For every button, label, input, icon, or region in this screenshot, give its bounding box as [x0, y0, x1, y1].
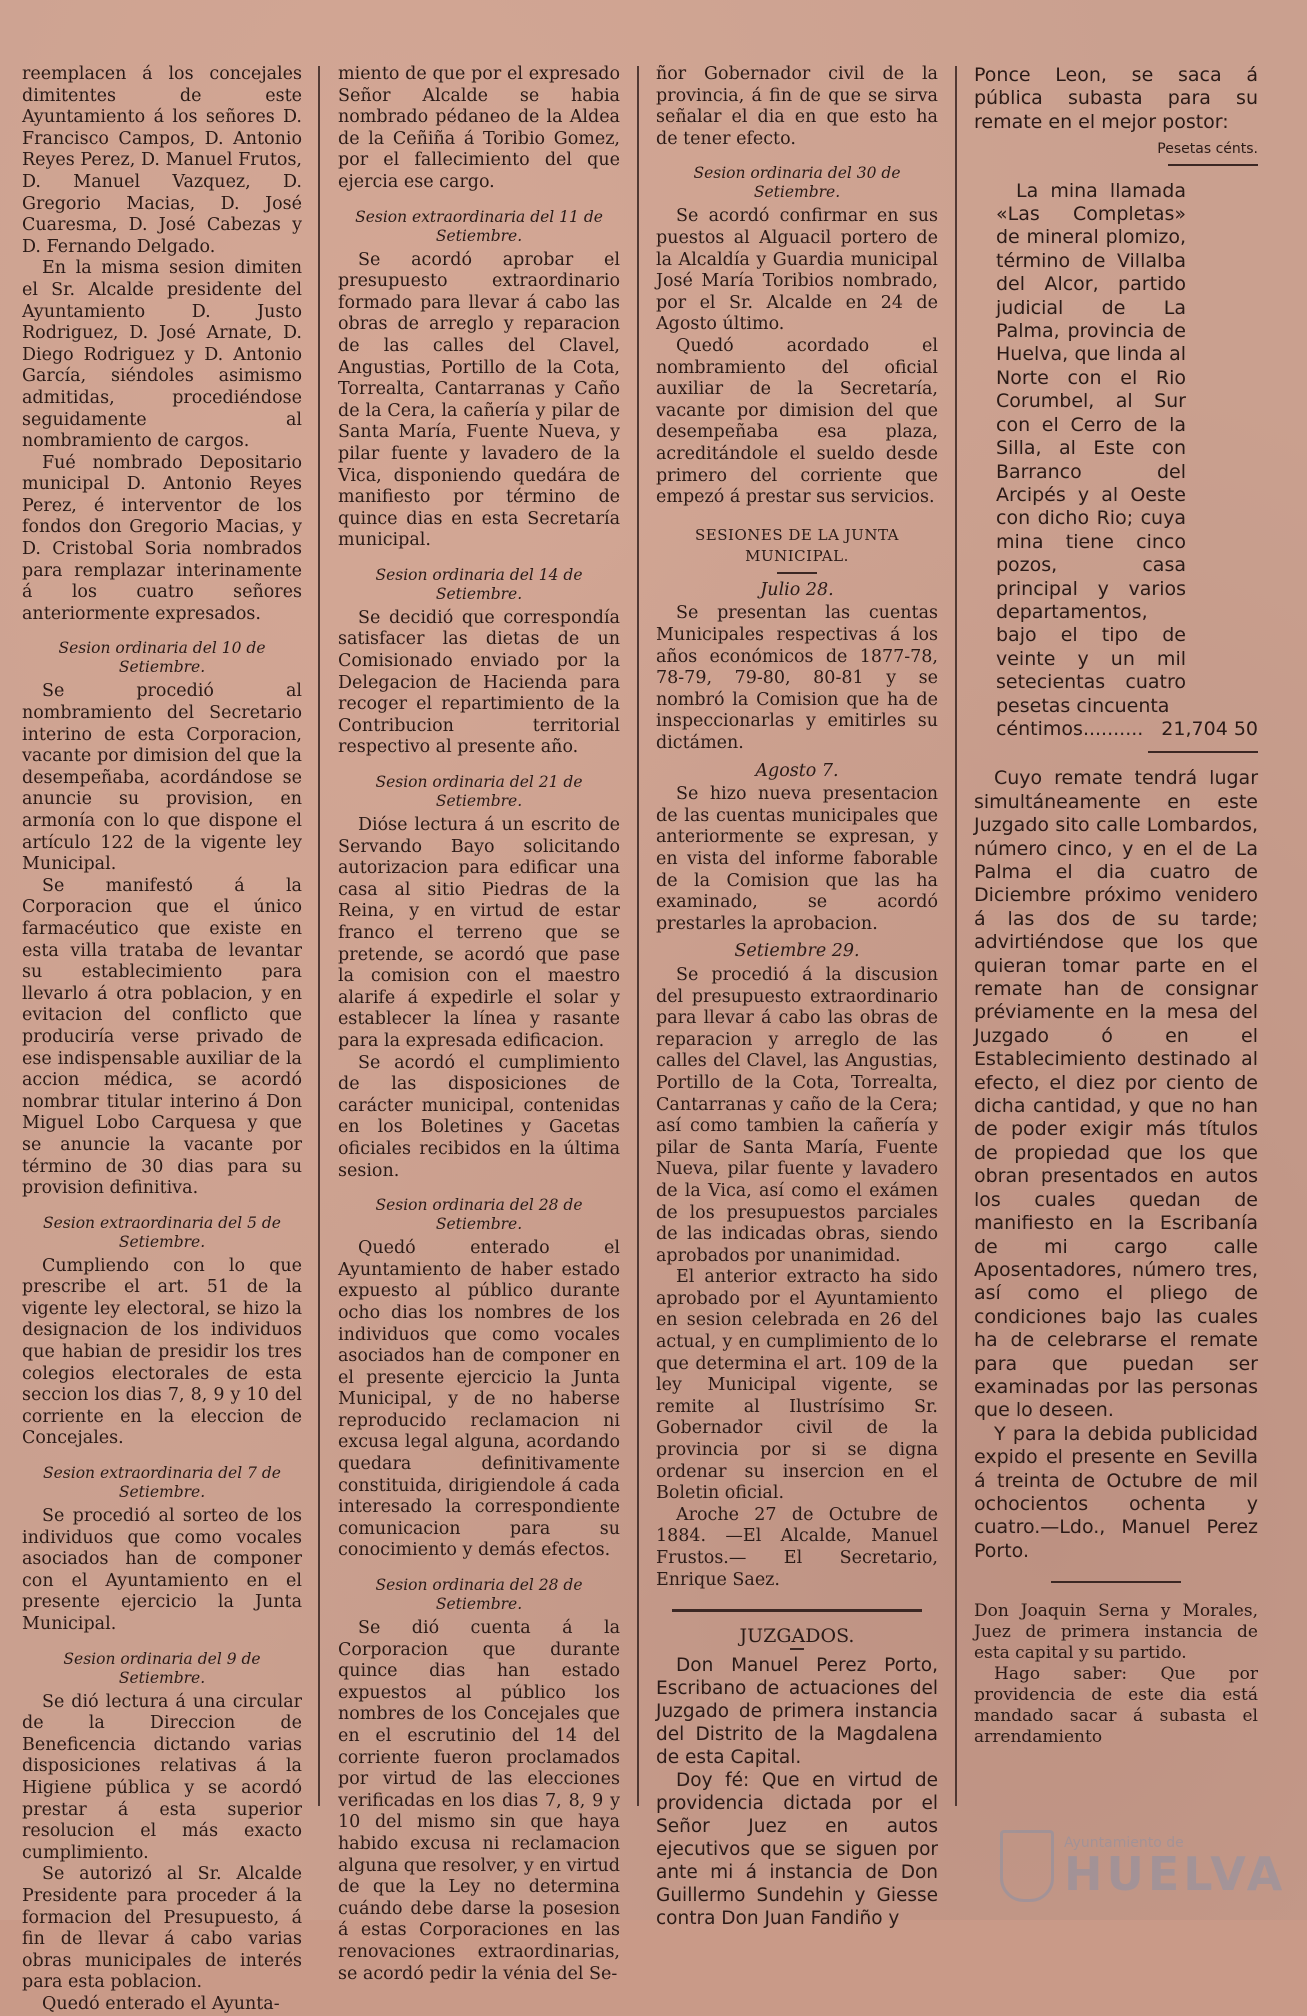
paragraph: Cuyo remate tendrá lugar simultáneamente en este Juzgado sito calle Lombardos, número cinco, y en el de La Palma el dia cuatro de Diciembre próximo venidero á las dos de su tarde; advirtiéndose que los que quieran tomar parte en el remate han de consignar préviamente en la mesa del Juzgado ó en el Establecimiento destinado al efecto, el diez por ciento de dicha cantidad, y que no han de poder exigir más títulos de propiedad que los que obran presentados en autos los cuales quedan de manifiesto en la Escribanía de mi cargo calle Aposentadores, número tres, así como el pliego de condiciones bajo las cuales ha de celebrarse el remate para que puedan ser examinadas por las personas que lo deseen.	[974, 767, 1258, 1422]
paragraph: Se presentan las cuentas Municipales respectivas á los años económicos de 1877-78, 78-79, 79-80, 80-81 y se nombró la Comision que ha de inspeccionarlas y emitirles su dictámen.	[656, 603, 938, 754]
amount-line	[996, 718, 1258, 741]
shield-icon	[1000, 1830, 1054, 1902]
watermark-line-2: HUELVA	[1064, 1847, 1287, 1901]
divider	[1168, 164, 1258, 166]
paragraph: Hago saber: Que por providencia de este dia está mandado sacar á subasta el arrendamiento	[974, 1664, 1258, 1748]
divider	[790, 1648, 804, 1650]
paragraph: Don Joaquin Serna y Morales, Juez de primera instancia de esta capital y su partido.	[974, 1601, 1258, 1664]
session-heading: Sesion ordinaria del 21 de Setiembre.	[375, 773, 583, 811]
date-heading: Julio 28.	[760, 579, 834, 600]
paragraph: Quedó enterado el Ayuntamiento de haber estado expuesto al público durante ocho dias los nombres de los individuos que como vocales asociados han de componer en el presente ejercicio la Junta Municipal, y de no haberse reproducido reclamacion ni excusa legal alguna, acordando quedara definitivamente constituida, dirigiendole á cada interesado la correspondiente comunicacion para su conocimiento y demás efectos.	[338, 1238, 620, 1561]
paragraph: Se decidió que correspondía satisfacer las dietas de un Comisionado enviado por la Delegacion de Hacienda para recoger el repartimiento de la Contribucion territorial respectivo al presente año.	[338, 607, 620, 758]
divider	[1148, 751, 1258, 753]
amount-value: 21,704 50	[1161, 717, 1258, 740]
date-heading: Setiembre 29.	[734, 941, 860, 962]
session-heading: Sesion ordinaria del 30 de Setiembre.	[693, 164, 901, 202]
column-2	[338, 64, 620, 1984]
session-heading: Sesion ordinaria del 9 de Setiembre.	[63, 1649, 261, 1687]
session-heading: Sesion extraordinaria del 5 de Setiembre.	[43, 1213, 281, 1251]
paragraph: Se procedió al sorteo de los individuos que como vocales asociados han de componer con el Ayuntamiento en el presente ejercicio la Junta Municipal.	[22, 1506, 302, 1634]
session-heading: Sesion ordinaria del 28 de Setiembre.	[375, 1576, 583, 1614]
column-1	[22, 64, 302, 2014]
paragraph: Se hizo nueva presentacion de las cuentas municipales que anteriormente se expresan, y en vista del informe faborable de la Comision que las ha examinado, se acordó prestarles la aprobacion.	[656, 784, 938, 934]
paragraph: Quedó acordado el nombramiento del oficial auxiliar de la Secretaría, vacante por dimision del que desempeñaba esa plaza, acreditándole el sueldo desde primero del corriente que empezó á prestar sus servicios.	[656, 335, 938, 508]
paragraph: miento de que por el expresado Señor Alcalde se habia nombrado pédaneo de la Aldea de la Ceñiña á Toribio Gomez, por el fallecimiento del que ejercia ese cargo.	[338, 64, 620, 192]
paragraph: reemplacen á los concejales dimitentes de este Ayuntamiento á los señores D. Francisco Campos, D. Antonio Reyes Perez, D. Manuel Frutos, D. Manuel Vazquez, D. Gregorio Macias, D. José Cuaresma, D. José Cabezas y D. Fernando Delgado.	[22, 64, 302, 257]
paragraph: Se autorizó al Sr. Alcalde Presidente para proceder á la formacion del Presupuesto, á fin de llevar á cabo varias obras municipales de interés para esta poblacion.	[22, 1864, 302, 1993]
session-heading: Sesion ordinaria del 10 de Setiembre.	[58, 639, 266, 677]
paragraph: El anterior extracto ha sido aprobado por el Ayuntamiento en sesion celebrada en 26 del actual, y en cumplimiento de lo que determina el art. 109 de la ley Municipal vigente, se remite al Ilustrísimo Sr. Gobernador civil de la provincia por si se digna ordenar su insercion en el Boletin oficial.	[656, 1267, 938, 1504]
section-title: SESIONES DE LA JUNTA MUNICIPAL.	[695, 525, 899, 566]
paragraph: En la misma sesion dimiten el Sr. Alcalde presidente del Ayuntamiento D. Justo Rodriguez, D. José Arnate, D. Diego Rodriguez y D. Antonio García, siéndoles asimismo admitidas, procediéndose seguidamente al nombramiento de cargos.	[22, 258, 302, 452]
paragraph: Quedó enterado el Ayunta-	[42, 1993, 280, 2014]
column-divider	[637, 66, 639, 1806]
divider	[777, 572, 817, 574]
session-heading: Sesion ordinaria del 14 de Setiembre.	[375, 565, 583, 603]
paragraph: Se procedió al nombramiento del Secretario interino de esta Corporacion, vacante por dimision del que la desempeñaba, acordándose se anuncie su provision, en armonía con lo que dispone el artículo 122 de la vigente ley Municipal.	[22, 681, 302, 875]
column-divider	[955, 66, 957, 1806]
column-divider	[318, 66, 320, 1806]
amount-label: céntimos..........	[996, 717, 1144, 740]
paragraph: Se manifestó á la Corporacion que el único farmacéutico que existe en esta villa trataba de levantar su establecimiento para llevarlo á otra poblacion, y en evitacion del conflicto que produciría verse privado de ese indispensable auxiliar de la accion médica, se acordó nombrar titular interino á Don Miguel Lobo Carquesa y que se anuncie la vacante por término de 30 dias para su provision definitiva.	[22, 875, 302, 1199]
divider	[1051, 1581, 1181, 1583]
paragraph: La mina llamada «Las Completas» de mineral plomizo, término de Villalba del Alcor, partido judicial de La Palma, provincia de Huelva, que linda al Norte con el Rio Corumbel, al Sur con el Cerro de la Silla, al Este con Barranco del Arcipés y al Oeste con dicho Rio; cuya mina tiene cinco pozos, casa principal y varios departamentos, bajo el tipo de veinte y un mil setecientas cuatro pesetas cincuenta	[996, 179, 1186, 717]
watermark-logo	[1000, 1820, 1290, 1912]
paragraph: Y para la debida publicidad expido el presente en Sevilla á treinta de Octubre de mil ochocientos ochenta y cuatro.—Ldo., Manuel Perez Porto.	[974, 1422, 1258, 1562]
paragraph: Dióse lectura á un escrito de Servando Bayo solicitando autorizacion para edificar una casa al sitio Piedras de la Reina, y en virtud de estar franco el terreno que se pretende, se acordó que pase la comision con el maestro alarife á expedirle el solar y establecer la línea y rasante para la expresada edificacion.	[338, 815, 620, 1051]
section-title: JUZGADOS.	[739, 1625, 855, 1648]
paragraph: Fué nombrado Depositario municipal D. Antonio Reyes Perez, é interventor de los fondos don Gregorio Macias, y D. Cristobal Soria nombrados para remplazar interinamente á los cuatro señores anteriormente expresados.	[22, 452, 302, 624]
paragraph: ñor Gobernador civil de la provincia, á fin de que se sirva señalar el dia en que esto ha de tener efecto.	[656, 64, 938, 149]
currency-header: Pesetas cénts.	[1157, 141, 1258, 158]
column-4	[974, 64, 1258, 1812]
paragraph: Ponce Leon, se saca á pública subasta para su remate en el mejor postor:	[974, 64, 1258, 133]
session-heading: Sesion extraordinaria del 11 de Setiembre.	[355, 207, 603, 245]
session-heading: Sesion extraordinaria del 7 de Setiembre.	[43, 1464, 281, 1502]
paragraph: Se acordó el cumplimiento de las disposiciones de carácter municipal, contenidas en los Boletines y Gacetas oficiales recibidos en la última sesion.	[338, 1052, 620, 1181]
paragraph: Cumpliendo con lo que prescribe el art. 51 de la vigente ley electoral, se hizo la designacion de los individuos que habian de presidir los tres colegios electorales de esta seccion los dias 7, 8, 9 y 10 del corriente en la eleccion de Concejales.	[22, 1255, 302, 1449]
watermark-line-1: Ayuntamiento de	[1064, 1835, 1184, 1851]
paragraph: Se acordó confirmar en sus puestos al Alguacil portero de la Alcaldía y Guardia municipal José María Toribios nombrado, por el Sr. Alcalde en 24 de Agosto último.	[656, 206, 938, 335]
paragraph: Don Manuel Perez Porto, Escribano de actuaciones del Juzgado de primera instancia del Distrito de la Magdalena de esta Capital.	[656, 1654, 938, 1768]
paragraph: Doy fé: Que en virtud de providencia dictada por el Señor Juez en autos ejecutivos que se siguen por ante mi á instancia de Don Guillermo Sundehin y Giesse contra Don Juan Fandiño y	[656, 1769, 938, 1929]
divider	[672, 1609, 922, 1612]
signature-line: Aroche 27 de Octubre de 1884. —El Alcalde, Manuel Frustos.— El Secretario, Enrique Saez.	[656, 1504, 938, 1590]
session-heading: Sesion ordinaria del 28 de Setiembre.	[375, 1196, 583, 1234]
paragraph: Se dió cuenta á la Corporacion que durante quince dias han estado expuestos al público los nombres de los Concejales que en el escrutinio del 14 del corriente fueron proclamados por virtud de las elecciones verificadas en los dias 7, 8, 9 y 10 del mismo sin que haya habido excusa ni reclamacion alguna que resolver, y en virtud de que la Ley no determina cuándo debe darse la posesion á estas Corporaciones en las renovaciones extraordinarias, se acordó pedir la vénia del Se-	[338, 1618, 620, 1984]
paragraph: Se dió lectura á una circular de la Direccion de Beneficencia dictando varias disposiciones relativas á la Higiene pública y se acordó prestar á esta superior resolucion el más exacto cumplimiento.	[22, 1691, 302, 1863]
column-3	[656, 64, 938, 1929]
paragraph: Se acordó aprobar el presupuesto extraordinario formado para llevar á cabo las obras de arreglo y reparacion de las calles del Clavel, Angustias, Portillo de la Cota, Torrealta, Cantarranas y Caño de la Cera, la cañería y pilar de Santa María, Fuente Nueva, y pilar fuente y lavadero de la Vica, disponiendo quedára de manifiesto por término de quince dias en esta Secretaría municipal.	[338, 249, 620, 551]
paragraph: Se procedió á la discusion del presupuesto extraordinario para llevar á cabo las obras de reparacion y arreglo de las calles del Clavel, las Angustias, Portillo de la Cota, Torrealta, Cantarranas y caño de la Cera; así como tambien la cañería y pilar de Santa María, Fuente Nueva, pilar fuente y lavadero de la Vica, así como el exámen de los presupuestos parciales de las indicadas obras, siendo aprobados por unanimidad.	[656, 964, 938, 1266]
date-heading: Agosto 7.	[755, 760, 839, 781]
